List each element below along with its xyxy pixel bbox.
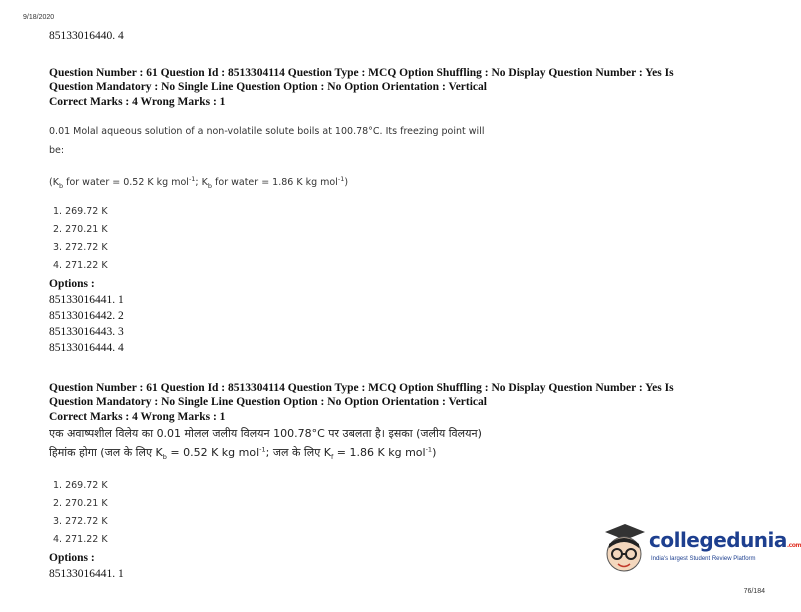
option-line: 85133016441. 1 [49, 568, 124, 580]
brand-name: collegedunia.com [649, 528, 801, 552]
question-meta-line: Question Mandatory : No Single Line Question Option : No Option Orientation : Vertical [49, 81, 487, 93]
options-label: Options : [49, 552, 95, 564]
answer-choice: 3. 272.72 K [53, 242, 108, 253]
answer-choice: 4. 271.22 K [53, 534, 108, 545]
question-text-hindi: एक अवाष्पशील विलेय का 0.01 मोलल जलीय विलयन 100.78°C पर उबलता है। इसका (जलीय विलयन) [49, 427, 482, 440]
question-meta-line: Question Number : 61 Question Id : 8513304114 Question Type : MCQ Option Shuffling : No Display Question Number : Yes Is [49, 67, 674, 79]
option-line: 85133016442. 2 [49, 310, 124, 322]
question-text: 0.01 Molal aqueous solution of a non-volatile solute boils at 100.78°C. Its freezing point will [49, 126, 485, 137]
answer-choice: 3. 272.72 K [53, 516, 108, 527]
answer-choice: 2. 270.21 K [53, 224, 108, 235]
answer-choice: 2. 270.21 K [53, 498, 108, 509]
answer-choice: 4. 271.22 K [53, 260, 108, 271]
collegedunia-watermark [601, 522, 801, 580]
question-meta-line: Question Mandatory : No Single Line Question Option : No Option Orientation : Vertical [49, 396, 487, 408]
option-line: 85133016440. 4 [49, 30, 124, 42]
question-marks: Correct Marks : 4 Wrong Marks : 1 [49, 411, 226, 423]
question-constants: ($K_b$ for water = 0.52 K kg mol$^{-1}$; $K_b$ for water = 1.86 K kg mol$^{-1}$) [49, 175, 349, 191]
question-text-hindi: हिमांक होगा (जल के लिए $K_b = 0.52$ K kg mol$^{-1}$; जल के लिए $K_f = 1.86$ K kg mol$^{-1}$) [49, 445, 437, 462]
option-line: 85133016441. 1 [49, 294, 124, 306]
page-number: 76/184 [743, 588, 765, 595]
brand-tagline: India's largest Student Review Platform [651, 556, 756, 562]
answer-choice: 1. 269.72 K [53, 206, 108, 217]
print-date: 9/18/2020 [23, 14, 55, 21]
question-text: be: [49, 145, 65, 156]
option-line: 85133016443. 3 [49, 326, 124, 338]
answer-choice: 1. 269.72 K [53, 480, 108, 491]
question-meta-line: Question Number : 61 Question Id : 8513304114 Question Type : MCQ Option Shuffling : No Display Question Number : Yes Is [49, 382, 674, 394]
question-marks: Correct Marks : 4 Wrong Marks : 1 [49, 96, 226, 108]
graduate-mascot-icon [601, 522, 647, 576]
options-label: Options : [49, 278, 95, 290]
option-line: 85133016444. 4 [49, 342, 124, 354]
